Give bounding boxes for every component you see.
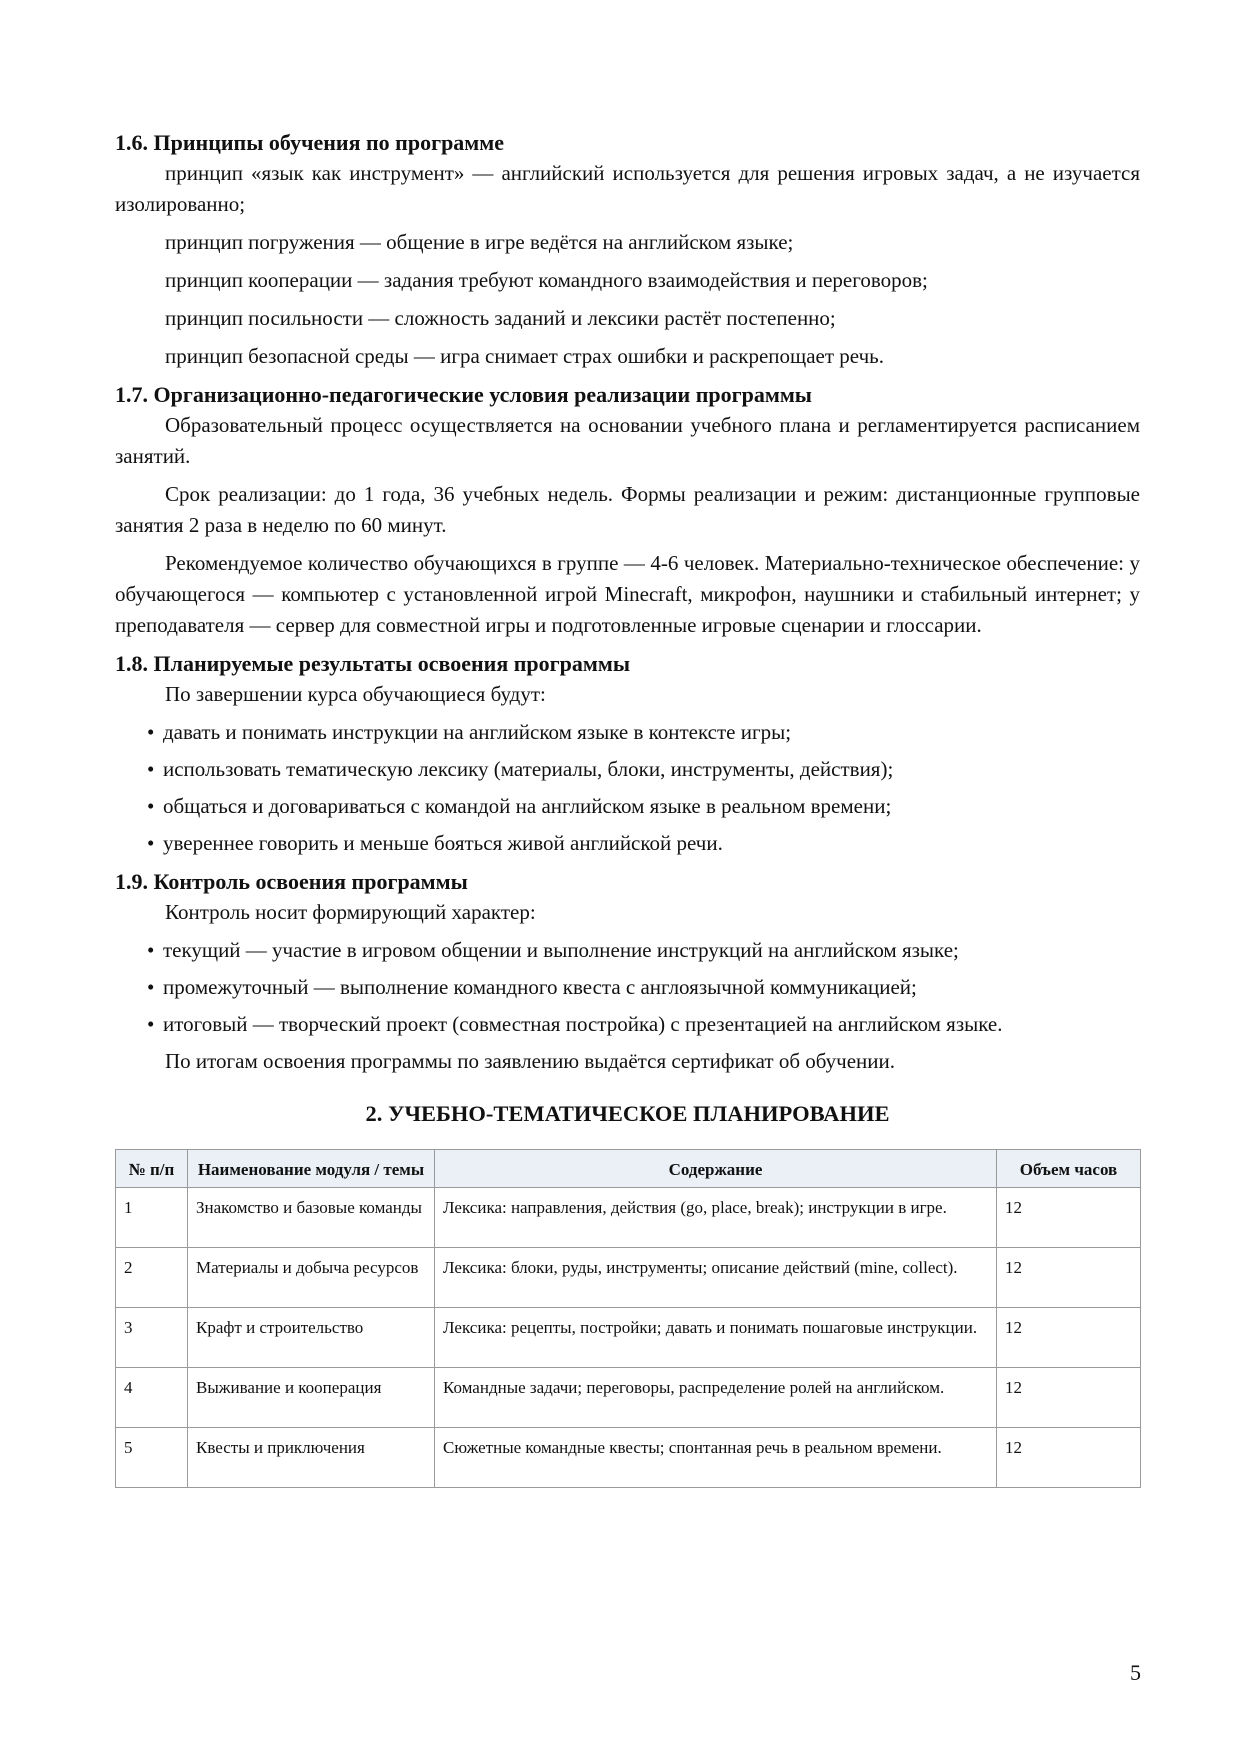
cell-number: 4 — [116, 1368, 188, 1428]
page-number: 5 — [1130, 1660, 1141, 1685]
cell-hours: 12 — [997, 1248, 1141, 1308]
paragraph: Рекомендуемое количество обучающихся в группе — 4-6 человек. Материально-техническое обеспечение: у обучающегося — компьютер с установленной игрой Minecraft, микрофон, наушники и стабильный интернет; у преподавателя — сервер для совместной игры и подготовленные игровые сценарии и глоссарии. — [115, 551, 1140, 637]
table-row — [116, 1248, 1141, 1308]
header-cell-hours: Объем часов — [997, 1150, 1141, 1188]
list-item — [147, 935, 1140, 966]
header-cell-number: № п/п — [116, 1150, 188, 1188]
section-heading-1-8: 1.8. Планируемые результаты освоения программы — [115, 651, 631, 676]
cell-content: Лексика: рецепты, постройки; давать и понимать пошаговые инструкции. — [435, 1308, 997, 1368]
list-item — [147, 828, 1140, 859]
list-item-text: использовать тематическую лексику (материалы, блоки, инструменты, действия); — [163, 757, 894, 781]
page-content — [115, 128, 1140, 1488]
planning-table — [115, 1149, 1141, 1488]
list-item — [147, 717, 1140, 748]
list-item — [147, 972, 1140, 1003]
list-item-text: давать и понимать инструкции на английском языке в контексте игры; — [163, 720, 792, 744]
cell-module: Крафт и строительство — [188, 1308, 435, 1368]
cell-hours: 12 — [997, 1368, 1141, 1428]
section-heading-1-9: 1.9. Контроль освоения программы — [115, 869, 468, 894]
bullet-marker: • — [147, 720, 155, 744]
paragraph: принцип «язык как инструмент» — английский используется для решения игровых задач, а не изучается изолированно; — [115, 161, 1140, 216]
cell-module: Выживание и кооперация — [188, 1368, 435, 1428]
cell-module: Знакомство и базовые команды — [188, 1188, 435, 1248]
table-row — [116, 1368, 1141, 1428]
bullet-marker: • — [147, 831, 155, 855]
section-heading-1-6: 1.6. Принципы обучения по программе — [115, 130, 505, 155]
header-cell-content: Содержание — [435, 1150, 997, 1188]
paragraph: По итогам освоения программы по заявлению выдаётся сертификат об обучении. — [165, 1049, 895, 1073]
cell-content: Сюжетные командные квесты; спонтанная речь в реальном времени. — [435, 1428, 997, 1488]
list-item — [147, 791, 1140, 822]
paragraph: По завершении курса обучающиеся будут: — [165, 682, 546, 706]
cell-module: Квесты и приключения — [188, 1428, 435, 1488]
cell-number: 1 — [116, 1188, 188, 1248]
table-row — [116, 1188, 1141, 1248]
paragraph: принцип посильности — сложность заданий и лексики растёт постепенно; — [165, 306, 836, 330]
bullet-marker: • — [147, 794, 155, 818]
paragraph: принцип погружения — общение в игре ведётся на английском языке; — [165, 230, 794, 254]
cell-hours: 12 — [997, 1308, 1141, 1368]
paragraph: принцип безопасной среды — игра снимает страх ошибки и раскрепощает речь. — [165, 344, 884, 368]
cell-number: 2 — [116, 1248, 188, 1308]
cell-hours: 12 — [997, 1428, 1141, 1488]
header-cell-module: Наименование модуля / темы — [188, 1150, 435, 1188]
cell-number: 5 — [116, 1428, 188, 1488]
cell-content: Лексика: направления, действия (go, place, break); инструкции в игре. — [435, 1188, 997, 1248]
list-item-text: увереннее говорить и меньше бояться живой английской речи. — [163, 831, 723, 855]
paragraph: Образовательный процесс осуществляется на основании учебного плана и регламентируется расписанием занятий. — [115, 413, 1140, 468]
table-row — [116, 1428, 1141, 1488]
list-item-text: текущий — участие в игровом общении и выполнение инструкций на английском языке; — [163, 938, 959, 962]
cell-number: 3 — [116, 1308, 188, 1368]
cell-content: Командные задачи; переговоры, распределение ролей на английском. — [435, 1368, 997, 1428]
cell-module: Материалы и добыча ресурсов — [188, 1248, 435, 1308]
list-item-text: промежуточный — выполнение командного квеста с англоязычной коммуникацией; — [163, 975, 917, 999]
table-row — [116, 1308, 1141, 1368]
cell-hours: 12 — [997, 1188, 1141, 1248]
cell-content: Лексика: блоки, руды, инструменты; описание действий (mine, collect). — [435, 1248, 997, 1308]
table-header-row — [116, 1150, 1141, 1188]
list-item-text: общаться и договариваться с командой на английском языке в реальном времени; — [163, 794, 892, 818]
list-item — [147, 754, 1140, 785]
bullet-marker: • — [147, 757, 155, 781]
bullet-marker: • — [147, 1012, 155, 1036]
bullet-marker: • — [147, 938, 155, 962]
section-title-2: 2. УЧЕБНО-ТЕМАТИЧЕСКОЕ ПЛАНИРОВАНИЕ — [365, 1101, 890, 1126]
section-heading-1-7: 1.7. Организационно-педагогические условия реализации программы — [115, 382, 812, 407]
paragraph: Контроль носит формирующий характер: — [165, 900, 536, 924]
paragraph: принцип кооперации — задания требуют командного взаимодействия и переговоров; — [165, 268, 928, 292]
list-item-text: итоговый — творческий проект (совместная постройка) с презентацией на английском языке. — [163, 1012, 1003, 1036]
bullet-marker: • — [147, 975, 155, 999]
paragraph: Срок реализации: до 1 года, 36 учебных недель. Формы реализации и режим: дистанционные групповые занятия 2 раза в неделю по 60 минут. — [115, 482, 1140, 537]
list-item — [147, 1009, 1140, 1040]
